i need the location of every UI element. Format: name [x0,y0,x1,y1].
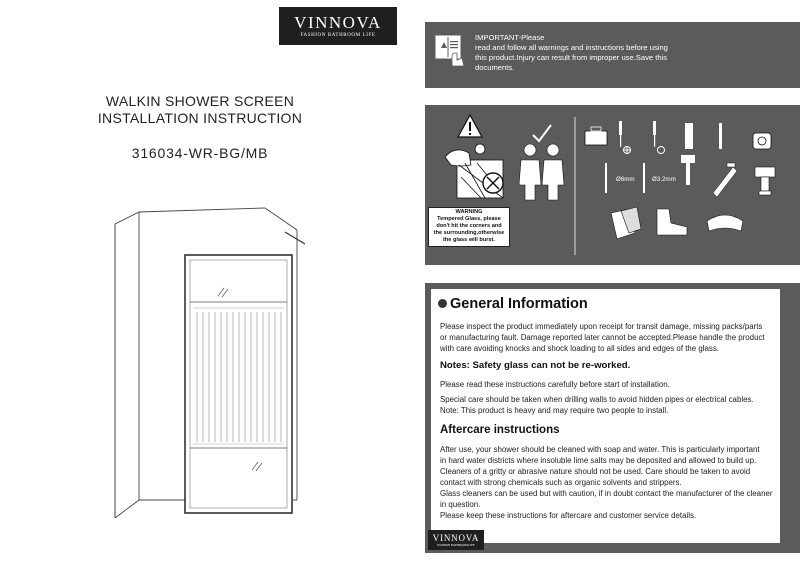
support-bar [285,232,305,244]
aftercare-line7: Please keep these instructions for aftercare and customer service details. [440,511,697,520]
footer-brand-name: VINNOVA [432,533,480,543]
check-icon [533,125,551,141]
warning-line1: Tempered Glass, please [437,216,501,222]
drilling-care: Special care should be taken when drilling walls to avoid hidden pipes or electrical cables. [440,395,754,404]
toolbox-icon [585,127,607,145]
aftercare-line1: After use, your shower should be cleaned with soap and water. This is particularly important [440,445,760,454]
drill-bit-6mm-label: Ø6mm [616,176,635,183]
warning-line3: the surrounding,otherwise [433,230,505,236]
safety-note: Notes: Safety glass can not be re-worked. [440,360,631,371]
shower-screen-illustration [105,200,310,530]
safety-goggles-icon [707,215,743,231]
important-line3: documents. [475,63,515,72]
safety-boot-icon [657,209,687,235]
cover-title-line2: INSTALLATION INSTRUCTION [97,110,303,126]
phillips-icon [624,147,631,154]
read-instructions: Please read these instructions carefully before start of installation. [440,380,670,389]
cover-title-line1: WALKIN SHOWER SCREEN [105,93,295,109]
aftercare-line2: in hard water districts where insoluble lime salts may be deposited and allowed to build up. [440,456,757,465]
prohibited-x-icon [483,173,503,193]
pencil-icon [719,123,722,149]
hammer-icon [681,155,695,185]
general-heading-row [438,295,778,313]
important-text [475,33,675,73]
silicone-tube-icon [685,123,693,149]
general-heading: General Information [450,295,588,312]
brand-name: VINNOVA [294,13,382,32]
aftercare-heading: Aftercare instructions [440,424,560,436]
aftercare-line3: Cleaners of a gritty or abrasive nature should not be used. Care should be taken to avoid [440,467,751,476]
warning-line2: don't hit the corners and [436,223,502,229]
brand-tagline: FASHION BATHROOM LIFE [300,33,376,38]
tape-measure-icon [753,133,771,149]
inspect-line3: with care avoiding knocks and shock loading to all sides and edges of the glass. [440,344,719,353]
gloves-icon [611,207,641,239]
important-heading: IMPORTANT-Please [475,33,545,42]
warning-line4: the glass will burst. [443,237,495,243]
aftercare-paragraph [440,444,785,521]
model-number: 316034-WR-BG/MB [131,145,269,161]
important-line1: read and follow all warnings and instructions before using [475,43,668,52]
drill-bit-3mm-label: Ø3.2mm [652,176,676,183]
inspect-line2: or manufacturing fault. Damage reported later cannot be accepted.Please handle the product [440,333,765,342]
inspect-line1: Please inspect the product immediately upon receipt for transit damage, missing packs/parts [440,322,763,331]
important-line2: this product.Injury can result from improper use.Save this [475,53,668,62]
heavy-note: Note: This product is heavy and may require two people to install. [440,406,669,415]
brand-logo [279,7,397,45]
footer-brand-logo [428,530,484,550]
cover-title [60,93,340,127]
bullet-icon [438,299,447,308]
cordless-drill-icon [755,167,775,195]
warning-box [428,207,510,247]
inspect-paragraph [440,321,785,354]
warning-triangle-icon [458,115,482,137]
glass-panel [185,255,292,513]
flat-head-icon [658,147,665,154]
screwdriver-icon [619,121,656,147]
aftercare-line4: contact with strong chemicals such as organic solvents and strippers. [440,478,682,487]
two-people-icon [519,144,564,200]
silicone-gun-icon [713,163,737,197]
aftercare-line5: Glass cleaners can be used but with caution, if in doubt contact the manufacturer of the cleaner [440,489,773,498]
footer-brand-tagline: FASHION BATHROOM LIFE [437,543,475,547]
warning-title: WARNING [455,209,483,215]
aftercare-line6: in question. [440,500,481,509]
read-manual-icon [434,32,466,66]
